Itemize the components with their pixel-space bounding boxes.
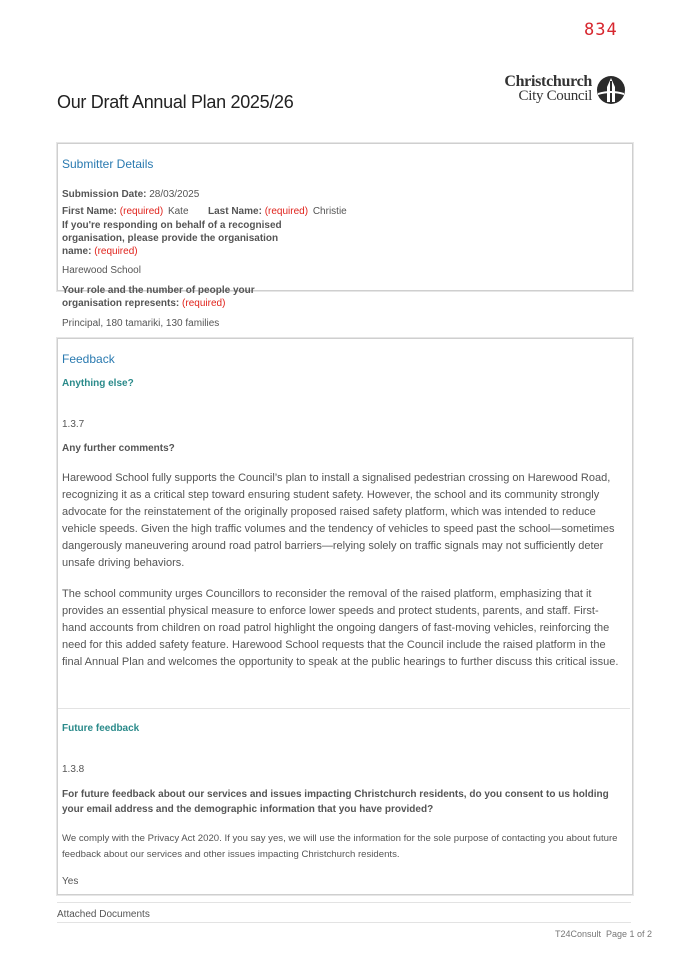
role-required: (required) bbox=[182, 298, 226, 309]
last-name-value: Christie bbox=[312, 206, 347, 217]
footer-divider-top bbox=[57, 902, 631, 903]
question-1-label: Any further comments? bbox=[62, 443, 175, 454]
page-footer: T24Consult Page 1 of 2 bbox=[555, 929, 653, 939]
org-question-line-2: organisation, please provide the organisation bbox=[62, 233, 279, 244]
section-divider bbox=[58, 708, 630, 709]
question-2-label: For future feedback about our services and issues impacting Christchurch residents, do you consent to us holding your email address and the demographic information that you have provided? bbox=[62, 789, 609, 815]
comment-paragraph-1: Harewood School fully supports the Council’s plan to install a signalised pedestrian crossing on Harewood Road, recognizing it as a critical step toward ensuring student safety. However, the school and its community strongly advocate for the reinstatement of the originally proposed raised safety platform, which was intended to reduce vehicle speeds. Given the high traffic volumes and the tendency of vehicles to speed past the school—sometimes dangerously maneuvering around road patrol barriers—relying solely on traffic signals may not sufficiently deter unsafe driving behaviors. bbox=[62, 472, 615, 569]
document-title: Our Draft Annual Plan 2025/26 bbox=[57, 92, 294, 112]
question-2-answer: Yes bbox=[62, 876, 79, 887]
role-question-line-1: Your role and the number of people your bbox=[62, 285, 255, 296]
submission-date-value: 28/03/2025 bbox=[149, 189, 200, 200]
last-name-row bbox=[208, 205, 347, 218]
first-name-label: First Name: bbox=[62, 206, 118, 217]
last-name-required: (required) bbox=[264, 206, 309, 217]
org-required: (required) bbox=[94, 246, 138, 257]
organisation-question bbox=[62, 219, 302, 258]
submission-date-row bbox=[62, 188, 199, 201]
role-question bbox=[62, 284, 302, 310]
first-name-row bbox=[62, 205, 189, 218]
comment-paragraph-2: The school community urges Councillors to reconsider the removal of the raised platform, emphasizing that it provides an essential physical measure to enforce lower speeds and protect students, parents, and staff. First-hand accounts from children on road patrol highlight the ongoing dangers of fast-moving vehicles, reinforcing the need for this added safety feature. Harewood School requests that the Council include the raised platform in the final Annual Plan and welcomes the opportunity to speak at the public hearings to further discuss this critical issue. bbox=[62, 588, 619, 668]
role-question-line-2: organisation represents: bbox=[62, 298, 180, 309]
submission-date-label: Submission Date: bbox=[62, 189, 147, 200]
council-logo bbox=[500, 75, 630, 107]
feedback-section-title: Feedback bbox=[62, 352, 115, 366]
page-number: 834 bbox=[584, 20, 618, 40]
question-2-number: 1.3.8 bbox=[62, 764, 85, 775]
logo-line-1: Christchurch bbox=[504, 73, 592, 90]
future-feedback-heading: Future feedback bbox=[62, 723, 140, 734]
question-1-number: 1.3.7 bbox=[62, 419, 85, 430]
cathedral-icon bbox=[596, 75, 626, 105]
org-question-line-1: If you're responding on behalf of a recognised bbox=[62, 220, 282, 231]
org-question-line-3: name: bbox=[62, 246, 92, 257]
submitter-section-title: Submitter Details bbox=[62, 157, 154, 171]
last-name-label: Last Name: bbox=[208, 206, 262, 217]
first-name-value: Kate bbox=[167, 206, 189, 217]
organisation-name: Harewood School bbox=[62, 265, 141, 276]
logo-line-2: City Council bbox=[518, 88, 592, 104]
role-answer: Principal, 180 tamariki, 130 families bbox=[62, 318, 220, 329]
first-name-required: (required) bbox=[119, 206, 164, 217]
attached-documents-label: Attached Documents bbox=[57, 909, 150, 920]
anything-else-heading: Anything else? bbox=[62, 378, 134, 389]
privacy-note: We comply with the Privacy Act 2020. If you say yes, we will use the information for the sole purpose of contacting you about future feedback about our services and other issues impacting Christchurch residents. bbox=[62, 833, 618, 860]
footer-divider-bottom bbox=[57, 922, 631, 923]
